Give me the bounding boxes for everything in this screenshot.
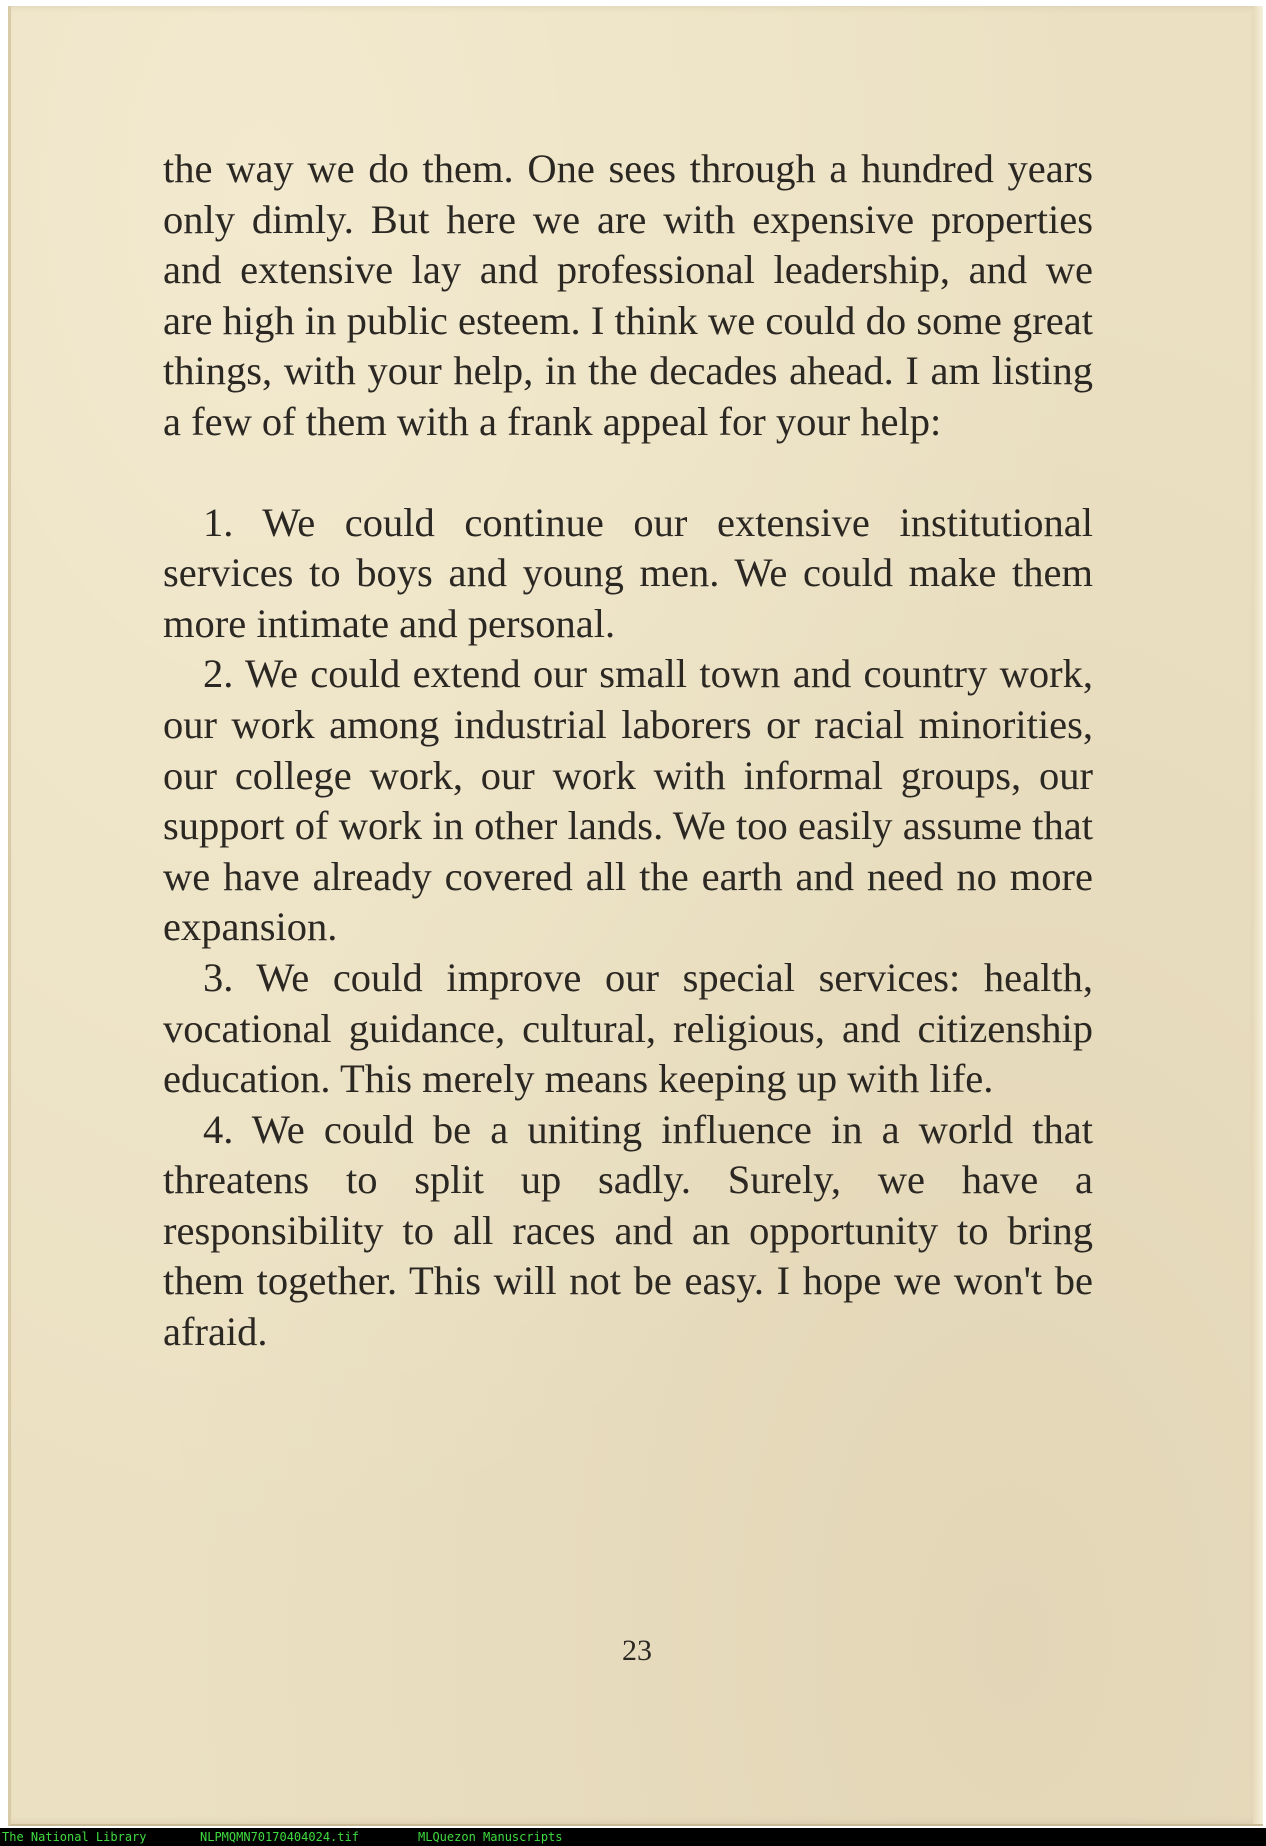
intro-paragraph: the way we do them. One sees through a hundred years only dimly. But here we are with expensive properties and extensive lay and professional leadership, and we are high in public esteem. I think we could do some great things, with your help, in the decades ahead. I am listing a few of them with a frank appeal for your help: — [163, 146, 1093, 444]
paragraph-gap — [163, 448, 1093, 498]
footer-filename: NLPMQMN70170404024.tif — [200, 1830, 359, 1844]
list-item-1: 1. We could continue our extensive institutional services to boys and young men. We could make them more intimate and personal. — [163, 499, 1093, 646]
list-item-4: 4. We could be a uniting influence in a world that threatens to split up sadly. Surely, we have a responsibility to all races and an opportunity to bring them together. This will not be easy. I hope we won't be afraid. — [163, 1106, 1093, 1355]
booklet-page — [8, 6, 1263, 1826]
list-item-2: 2. We could extend our small town and country work, our work among industrial laborers or racial minorities, our college work, our work with informal groups, our support of work in other lands. We too easily assume that we have already covered all the earth and need no more expansion. — [163, 651, 1093, 950]
scan-footer-bar — [0, 1828, 1266, 1846]
page-edge-shadow — [1253, 6, 1263, 1824]
body-text — [163, 144, 1093, 1358]
footer-library-label: The National Library — [2, 1830, 147, 1844]
footer-collection: MLQuezon Manuscripts — [418, 1830, 563, 1844]
page-number: 23 — [622, 1634, 652, 1667]
list-item-3: 3. We could improve our special services: health, vocational guidance, cultural, religious, and citizenship education. This merely means keeping up with life. — [163, 954, 1093, 1102]
